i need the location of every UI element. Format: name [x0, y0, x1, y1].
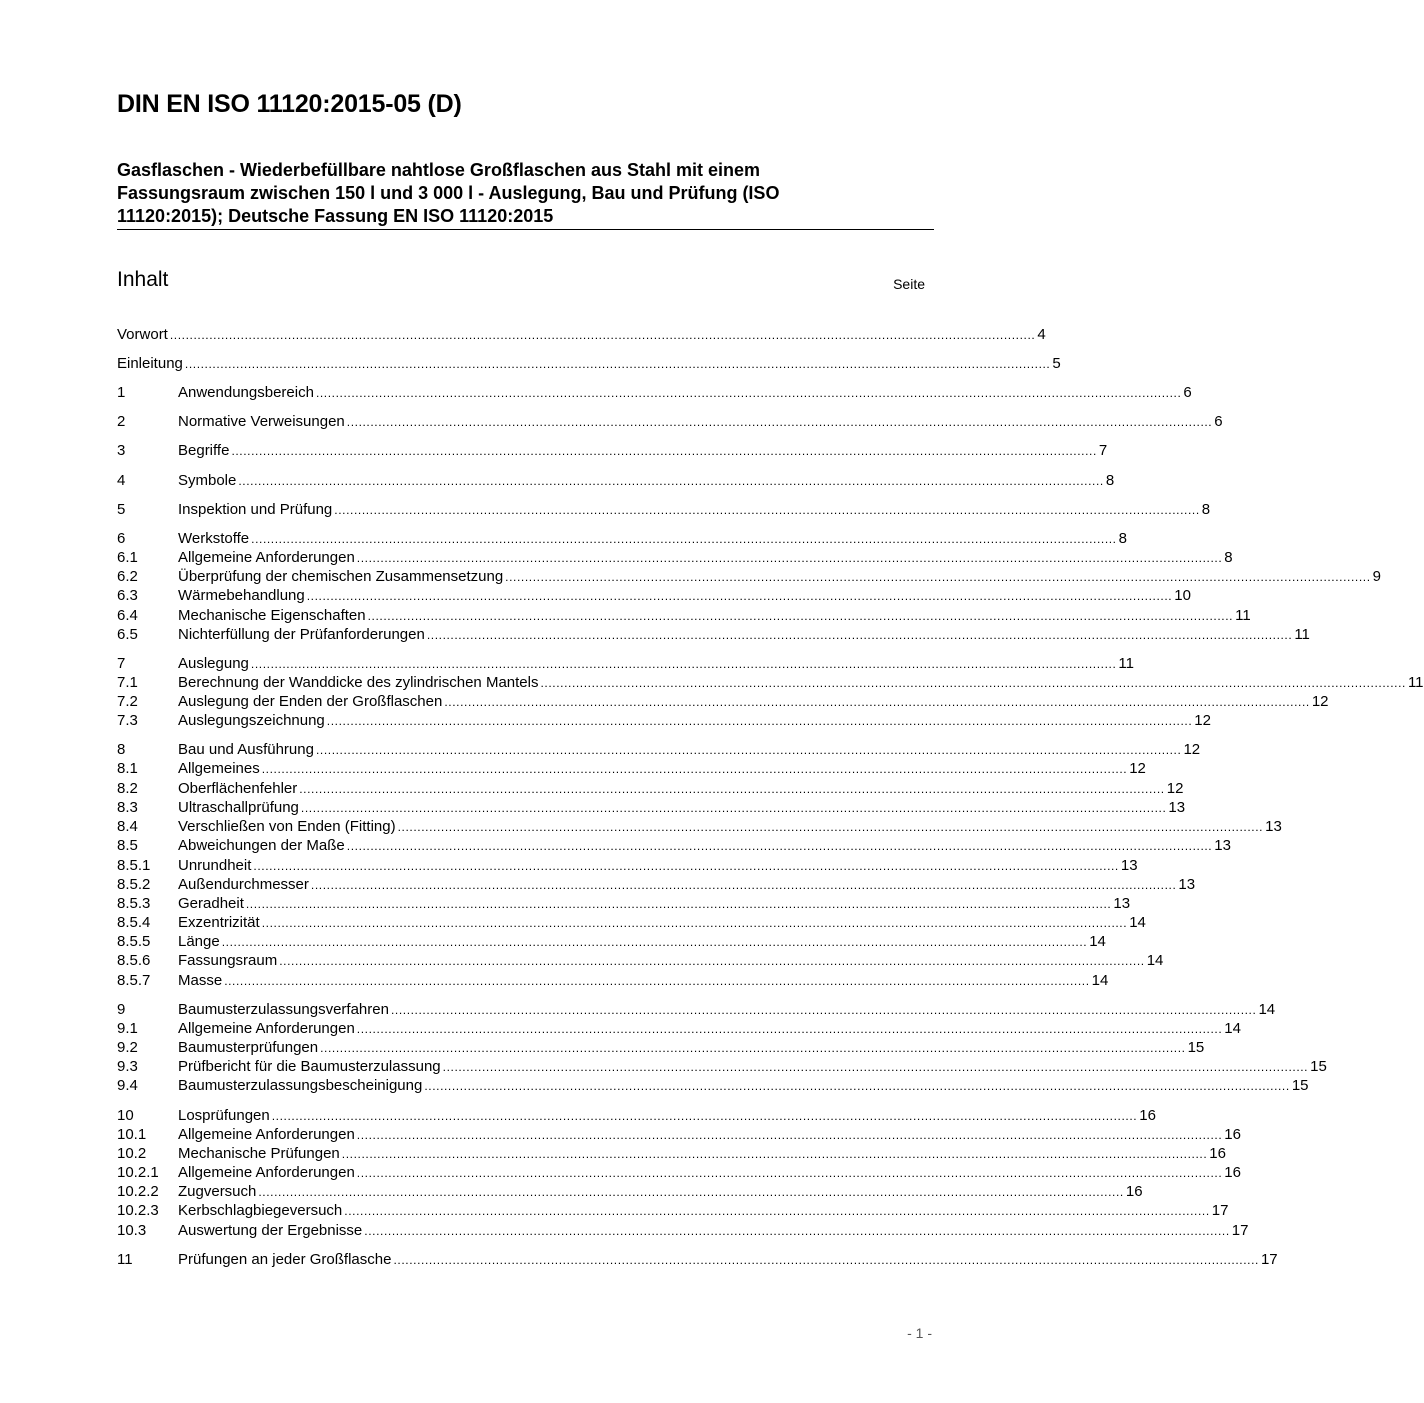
- toc-entry-number: 6.3: [117, 587, 138, 604]
- toc-entry-page: 16: [1125, 1183, 1143, 1200]
- toc-entry: [117, 836, 1231, 855]
- toc-entry: [117, 354, 1061, 373]
- toc-entry-page: 14: [1146, 952, 1164, 969]
- toc-dot-leader: ............................................................................................................................................................................................................................: [364, 1224, 1230, 1238]
- toc-entry-title: Baumusterzulassungsverfahren: [178, 1001, 389, 1018]
- toc-entry-title: Oberflächenfehler: [178, 780, 298, 797]
- toc-entry-number: 9.2: [117, 1039, 138, 1056]
- toc-entry: [117, 625, 1310, 644]
- toc-entry-title: Baumusterzulassungsbescheinigung: [178, 1077, 423, 1094]
- toc-entry: [117, 913, 1146, 932]
- toc-entry-title: Baumusterprüfungen: [178, 1039, 319, 1056]
- toc-dot-leader: ............................................................................................................................................................................................................................: [224, 974, 1090, 988]
- toc-dot-leader: ............................................................................................................................................................................................................................: [306, 589, 1173, 603]
- toc-entry-title: Geradheit: [178, 895, 244, 912]
- toc-dot-leader: ............................................................................................................................................................................................................................: [334, 503, 1200, 517]
- document-id: DIN EN ISO 11120:2015-05 (D): [117, 90, 462, 118]
- toc-dot-leader: ............................................................................................................................................................................................................................: [390, 1003, 1257, 1017]
- toc-entry-title: Werkstoffe: [178, 530, 250, 547]
- toc-dot-leader: ............................................................................................................................................................................................................................: [326, 714, 1193, 728]
- toc-entry-number: 8.5.4: [117, 914, 151, 931]
- toc-entry: [117, 1250, 1278, 1269]
- toc-entry: [117, 654, 1134, 673]
- toc-entry-title: Auslegungszeichnung: [178, 712, 325, 729]
- toc-entry: [117, 711, 1211, 730]
- toc-entry-number: 8.5.3: [117, 895, 151, 912]
- toc-dot-leader: ............................................................................................................................................................................................................................: [393, 1253, 1259, 1267]
- toc-dot-leader: ............................................................................................................................................................................................................................: [221, 935, 1088, 949]
- toc-dot-leader: ............................................................................................................................................................................................................................: [356, 1128, 1223, 1142]
- toc-entry-title: Auswertung der Ergebnisse: [178, 1222, 363, 1239]
- toc-entry-title: Anwendungsbereich: [178, 384, 314, 401]
- toc-dot-leader: ............................................................................................................................................................................................................................: [397, 820, 1264, 834]
- toc-entry: [117, 740, 1201, 759]
- toc-entry-page: 15: [1310, 1058, 1327, 1075]
- toc-entry: [117, 1125, 1241, 1144]
- toc-entry-title: Mechanische Prüfungen: [178, 1145, 340, 1162]
- toc-entry-number: 6.4: [117, 607, 138, 624]
- toc-entry: [117, 500, 1211, 519]
- toc-entry-title: Nichterfüllung der Prüfanforderungen: [178, 626, 425, 643]
- toc-entry-page: 6: [1214, 413, 1223, 430]
- toc-entry-page: 8: [1105, 472, 1115, 489]
- toc-entry-title: Wärmebehandlung: [178, 587, 305, 604]
- toc-entry-number: 6: [117, 530, 126, 547]
- toc-entry-number: 9.1: [117, 1020, 138, 1037]
- toc-dot-leader: ............................................................................................................................................................................................................................: [444, 695, 1310, 709]
- toc-dot-leader: ............................................................................................................................................................................................................................: [424, 1079, 1290, 1093]
- toc-entry-page: 11: [1407, 674, 1424, 691]
- toc-entry-title: Masse: [178, 972, 223, 989]
- toc-entry: [117, 673, 1424, 692]
- toc-entry: [117, 798, 1186, 817]
- toc-entry-title: Allgemeine Anforderungen: [178, 549, 355, 566]
- toc-entry-title: Bau und Ausführung: [178, 741, 314, 758]
- toc-entry: [117, 471, 1115, 490]
- toc-entry-page: 12: [1194, 712, 1211, 729]
- toc-dot-leader: ............................................................................................................................................................................................................................: [250, 657, 1117, 671]
- title-divider: [117, 229, 934, 230]
- toc-entry: [117, 548, 1233, 567]
- toc-entry: [117, 441, 1108, 460]
- toc-dot-leader: ............................................................................................................................................................................................................................: [300, 801, 1167, 815]
- toc-entry-title: Auslegung der Enden der Großflaschen: [178, 693, 443, 710]
- toc-entry-number: 10.2: [117, 1145, 147, 1162]
- toc-dot-leader: ............................................................................................................................................................................................................................: [315, 386, 1182, 400]
- toc-entry-title: Allgemeine Anforderungen: [178, 1020, 355, 1037]
- toc-entry-number: 10: [117, 1107, 134, 1124]
- toc-dot-leader: ............................................................................................................................................................................................................................: [245, 897, 1112, 911]
- toc-entry-page: 14: [1089, 933, 1106, 950]
- toc-entry: [117, 1038, 1205, 1057]
- toc-entry-title: Fassungsraum: [178, 952, 278, 969]
- toc-entry: [117, 383, 1192, 402]
- toc-entry-number: 10.2.3: [117, 1202, 159, 1219]
- toc-entry: [117, 1076, 1309, 1095]
- toc-entry-number: 8.3: [117, 799, 138, 816]
- toc-entry-page: 15: [1187, 1039, 1205, 1056]
- toc-entry: [117, 529, 1127, 548]
- page-number: - 1 -: [907, 1325, 932, 1341]
- toc-entry: [117, 1144, 1226, 1163]
- toc-entry-number: 7.3: [117, 712, 138, 729]
- toc-entry-title: Begriffe: [178, 442, 230, 459]
- toc-entry-number: 9.4: [117, 1077, 138, 1094]
- toc-entry-title: Kerbschlagbiegeversuch: [178, 1202, 343, 1219]
- toc-entry-page: 13: [1178, 876, 1196, 893]
- toc-entry-number: 8.5.1: [117, 857, 151, 874]
- toc-entry-title: Verschließen von Enden (Fitting): [178, 818, 396, 835]
- toc-entry: [117, 817, 1282, 836]
- toc-entry-page: 16: [1139, 1107, 1156, 1124]
- toc-entry-page: 13: [1113, 895, 1131, 912]
- toc-entry-number: 4: [117, 472, 126, 489]
- toc-dot-leader: ............................................................................................................................................................................................................................: [261, 916, 1128, 930]
- toc-entry: [117, 1057, 1327, 1076]
- toc-entry-number: 8.5.5: [117, 933, 151, 950]
- toc-dot-leader: ............................................................................................................................................................................................................................: [505, 570, 1371, 584]
- toc-entry-title: Mechanische Eigenschaften: [178, 607, 366, 624]
- toc-entry: [117, 325, 1046, 344]
- toc-entry: [117, 606, 1251, 625]
- toc-dot-leader: ............................................................................................................................................................................................................................: [346, 839, 1213, 853]
- toc-entry-page: 13: [1168, 799, 1186, 816]
- document-title-line: Fassungsraum zwischen 150 l und 3 000 l - Auslegung, Bau und Prüfung (ISO: [117, 183, 780, 203]
- toc-entry-page: 12: [1166, 780, 1184, 797]
- toc-entry-number: 9.3: [117, 1058, 138, 1075]
- toc-entry-title: Inspektion und Prüfung: [178, 501, 333, 518]
- toc-entry-number: 7.1: [117, 674, 138, 691]
- toc-entry-number: 8.5.2: [117, 876, 151, 893]
- toc-entry-title: Prüfungen an jeder Großflasche: [178, 1251, 392, 1268]
- toc-entry-title: Berechnung der Wanddicke des zylindrischen Mantels: [178, 674, 539, 691]
- toc-entry: [117, 779, 1184, 798]
- toc-entry: [117, 894, 1131, 913]
- toc-entry-number: 7.2: [117, 693, 138, 710]
- toc-entry: [117, 759, 1146, 778]
- toc-dot-leader: ............................................................................................................................................................................................................................: [299, 782, 1165, 796]
- toc-dot-leader: ............................................................................................................................................................................................................................: [279, 954, 1145, 968]
- toc-entry-page: 16: [1209, 1145, 1226, 1162]
- toc-dot-leader: ............................................................................................................................................................................................................................: [261, 762, 1128, 776]
- toc-entry-page: 10: [1174, 587, 1191, 604]
- toc-entry-title: Symbole: [178, 472, 237, 489]
- toc-entry-number: 6.5: [117, 626, 138, 643]
- toc-entry-page: 8: [1201, 501, 1211, 518]
- toc-entry-title: Länge: [178, 933, 220, 950]
- toc-dot-leader: ............................................................................................................................................................................................................................: [253, 859, 1119, 873]
- toc-entry-number: 8.1: [117, 760, 138, 777]
- toc-entry-page: 8: [1224, 549, 1233, 566]
- toc-entry-title: Exzentrizität: [178, 914, 260, 931]
- toc-entry-title: Allgemeines: [178, 760, 260, 777]
- toc-entry: [117, 1163, 1241, 1182]
- toc-entry-title: Allgemeine Anforderungen: [178, 1126, 355, 1143]
- toc-entry-number: 6.2: [117, 568, 138, 585]
- toc-entry-page: 14: [1258, 1001, 1276, 1018]
- toc-entry-title: Außendurchmesser: [178, 876, 309, 893]
- toc-entry-page: 16: [1224, 1164, 1241, 1181]
- toc-entry-number: 8: [117, 741, 126, 758]
- toc-entry-page: 8: [1118, 530, 1127, 547]
- toc-entry: [117, 875, 1196, 894]
- toc-dot-leader: ............................................................................................................................................................................................................................: [367, 609, 1234, 623]
- toc-entry: [117, 692, 1329, 711]
- toc-entry-title: Zugversuch: [178, 1183, 257, 1200]
- toc-entry-number: 11: [117, 1251, 133, 1268]
- toc-entry-title: Ultraschallprüfung: [178, 799, 299, 816]
- toc-entry: [117, 932, 1106, 951]
- toc-entry-title: Prüfbericht für die Baumusterzulassung: [178, 1058, 441, 1075]
- toc-entry: [117, 1000, 1276, 1019]
- toc-entry-number: 10.3: [117, 1222, 147, 1239]
- toc-dot-leader: ............................................................................................................................................................................................................................: [315, 743, 1182, 757]
- toc-entry-page: 15: [1291, 1077, 1309, 1094]
- toc-dot-leader: ............................................................................................................................................................................................................................: [251, 532, 1117, 546]
- toc-entry-page: 13: [1214, 837, 1231, 854]
- toc-entry: [117, 1221, 1249, 1240]
- toc-dot-leader: ............................................................................................................................................................................................................................: [442, 1060, 1309, 1074]
- toc-entry-page: 12: [1311, 693, 1329, 710]
- toc-entry-number: 6.1: [117, 549, 138, 566]
- toc-entry-number: 8.5.6: [117, 952, 151, 969]
- toc-entry-page: 11: [1235, 607, 1251, 624]
- toc-entry: [117, 1201, 1229, 1220]
- toc-dot-leader: ............................................................................................................................................................................................................................: [344, 1204, 1210, 1218]
- toc-dot-leader: ............................................................................................................................................................................................................................: [258, 1185, 1124, 1199]
- toc-entry: [117, 567, 1381, 586]
- toc-dot-leader: ............................................................................................................................................................................................................................: [169, 328, 1036, 342]
- toc-dot-leader: ............................................................................................................................................................................................................................: [356, 1022, 1223, 1036]
- toc-entry: [117, 586, 1191, 605]
- toc-entry-page: 17: [1231, 1222, 1249, 1239]
- toc-dot-leader: ............................................................................................................................................................................................................................: [231, 444, 1097, 458]
- toc-entry-number: 5: [117, 501, 126, 518]
- toc-entry: [117, 971, 1109, 990]
- toc-entry-number: 8.5.7: [117, 972, 151, 989]
- toc-entry-title: Überprüfung der chemischen Zusammensetzung: [178, 568, 504, 585]
- document-title-line: 11120:2015); Deutsche Fassung EN ISO 11120:2015: [117, 206, 554, 226]
- toc-heading: Inhalt: [117, 268, 169, 291]
- toc-entry-title: Normative Verweisungen: [178, 413, 345, 430]
- toc-page-heading: Seite: [893, 276, 925, 292]
- toc-entry-page: 4: [1037, 326, 1046, 343]
- toc-dot-leader: ............................................................................................................................................................................................................................: [310, 878, 1177, 892]
- toc-dot-leader: ............................................................................................................................................................................................................................: [341, 1147, 1208, 1161]
- toc-entry-page: 6: [1183, 384, 1192, 401]
- toc-dot-leader: ............................................................................................................................................................................................................................: [356, 551, 1223, 565]
- toc-entry-title: Unrundheit: [178, 857, 252, 874]
- toc-entry: [117, 412, 1223, 431]
- toc-entry-title: Einleitung: [117, 355, 183, 372]
- toc-dot-leader: ............................................................................................................................................................................................................................: [271, 1109, 1138, 1123]
- toc-entry-title: Losprüfungen: [178, 1107, 270, 1124]
- toc-dot-leader: ............................................................................................................................................................................................................................: [320, 1041, 1186, 1055]
- toc-entry-title: Allgemeine Anforderungen: [178, 1164, 355, 1181]
- toc-entry-page: 13: [1120, 857, 1138, 874]
- toc-dot-leader: ............................................................................................................................................................................................................................: [356, 1166, 1223, 1180]
- toc-entry-page: 13: [1265, 818, 1282, 835]
- toc-entry-page: 5: [1052, 355, 1061, 372]
- toc-dot-leader: ............................................................................................................................................................................................................................: [346, 415, 1213, 429]
- toc-entry-number: 9: [117, 1001, 126, 1018]
- toc-dot-leader: ............................................................................................................................................................................................................................: [540, 676, 1406, 690]
- toc-entry-number: 8.4: [117, 818, 138, 835]
- toc-entry: [117, 1019, 1241, 1038]
- toc-entry-number: 7: [117, 655, 126, 672]
- toc-dot-leader: ............................................................................................................................................................................................................................: [426, 628, 1293, 642]
- document-title: [117, 159, 917, 228]
- toc-entry-page: 14: [1129, 914, 1146, 931]
- toc-entry-number: 10.2.2: [117, 1183, 159, 1200]
- toc-entry-page: 9: [1372, 568, 1381, 585]
- toc-entry-number: 10.2.1: [117, 1164, 159, 1181]
- toc-entry-page: 17: [1211, 1202, 1229, 1219]
- toc-entry: [117, 951, 1164, 970]
- toc-entry-page: 12: [1183, 741, 1201, 758]
- toc-entry-number: 2: [117, 413, 126, 430]
- toc-dot-leader: ............................................................................................................................................................................................................................: [184, 357, 1051, 371]
- toc-entry-title: Abweichungen der Maße: [178, 837, 345, 854]
- toc-entry-page: 7: [1098, 442, 1108, 459]
- toc-entry: [117, 1182, 1143, 1201]
- toc-entry-title: Vorwort: [117, 326, 168, 343]
- toc-entry: [117, 1106, 1156, 1125]
- toc-entry-number: 3: [117, 442, 126, 459]
- toc-dot-leader: ............................................................................................................................................................................................................................: [238, 474, 1104, 488]
- toc-entry-page: 11: [1294, 626, 1310, 643]
- toc-entry-page: 16: [1224, 1126, 1241, 1143]
- toc-entry: [117, 856, 1138, 875]
- toc-entry-number: 8.2: [117, 780, 138, 797]
- toc-entry-number: 10.1: [117, 1126, 147, 1143]
- toc-entry-page: 14: [1091, 972, 1109, 989]
- toc-entry-number: 1: [117, 384, 126, 401]
- toc-entry-page: 11: [1118, 655, 1134, 672]
- document-title-line: Gasflaschen - Wiederbefüllbare nahtlose Großflaschen aus Stahl mit einem: [117, 160, 761, 180]
- toc-entry-page: 14: [1224, 1020, 1241, 1037]
- toc-entry-page: 12: [1129, 760, 1146, 777]
- toc-entry-page: 17: [1260, 1251, 1278, 1268]
- toc-entry-number: 8.5: [117, 837, 138, 854]
- toc-entry-title: Auslegung: [178, 655, 249, 672]
